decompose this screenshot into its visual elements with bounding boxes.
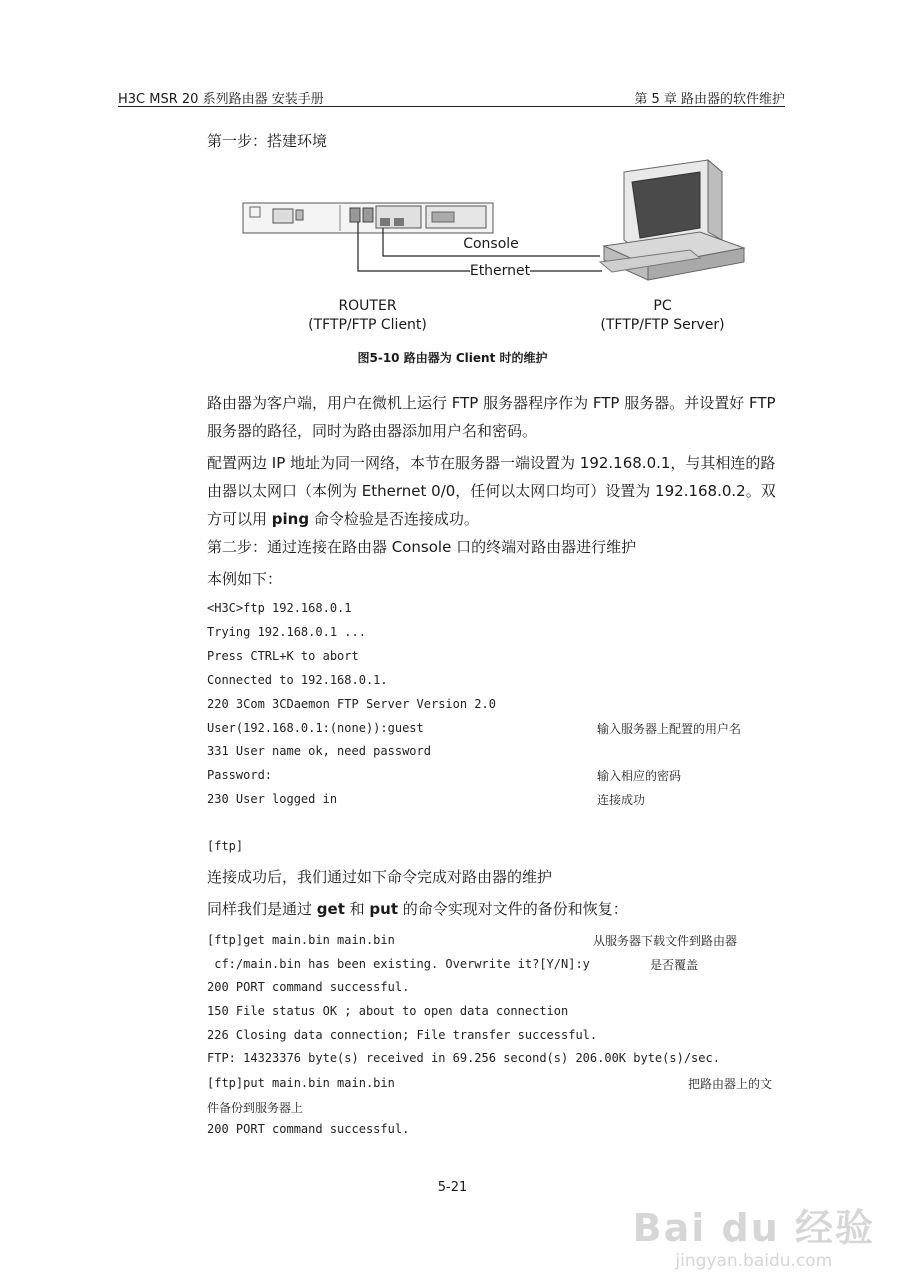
- ping-command: ping: [271, 510, 310, 528]
- console-line: <H3C>ftp 192.168.0.1: [207, 601, 352, 615]
- console-line: Password:: [207, 768, 273, 782]
- step1-heading: 第一步：搭建环境: [207, 132, 328, 150]
- baidu-watermark: [633, 1206, 875, 1272]
- console-label: Console: [463, 236, 519, 252]
- console-line: 331 User name ok, need password: [207, 744, 431, 758]
- console-line: 226 Closing data connection; File transfer successful.: [207, 1028, 598, 1042]
- paragraph-1-text: 路由器为客户端，用户在微机上运行 FTP 服务器程序作为 FTP 服务器。并设置好 FTP 服务器的路径，同时为路由器添加用户名和密码。: [207, 394, 776, 440]
- paragraph-2-b: 命令检验是否连接成功。: [309, 510, 479, 528]
- example-intro: 本例如下：: [207, 570, 283, 588]
- paragraph-2-text: [207, 449, 787, 533]
- network-diagram: [0, 0, 905, 360]
- console-line: [ftp]put main.bin main.bin: [207, 1076, 395, 1090]
- put-command: put: [369, 900, 399, 918]
- after-text-2: [207, 898, 628, 919]
- watermark-brand: Bai du 经验: [632, 1206, 875, 1250]
- console-line: [ftp]: [207, 839, 244, 853]
- router-label: ROUTER: [338, 298, 397, 314]
- console-line: FTP: 14323376 byte(s) received in 69.256 second(s) 206.00K byte(s)/sec.: [207, 1051, 720, 1065]
- header-title: H3C MSR 20 系列路由器 安装手册: [118, 92, 324, 107]
- paragraph-1: [207, 389, 787, 445]
- get-command: get: [316, 900, 345, 918]
- ethernet-label: Ethernet: [469, 263, 531, 279]
- console-line: 220 3Com 3CDaemon FTP Server Version 2.0: [207, 697, 496, 711]
- after-text-2-a: 同样我们是通过: [207, 900, 317, 918]
- page-number: 5-21: [437, 1180, 468, 1195]
- after-text-2-mid: 和: [344, 900, 370, 918]
- diagram-graphics: [0, 0, 905, 360]
- console-line: 150 File status OK ; about to open data connection: [207, 1004, 569, 1018]
- step2-heading: 第二步：通过连接在路由器 Console 口的终端对路由器进行维护: [207, 538, 637, 556]
- paragraph-2: [207, 449, 787, 533]
- console-line: User(192.168.0.1:(none)):guest: [207, 721, 424, 735]
- note-overwrite: 是否覆盖: [650, 958, 699, 972]
- console-line: Connected to 192.168.0.1.: [207, 673, 388, 687]
- note-backup-b: 件备份到服务器上: [207, 1101, 304, 1115]
- pc-role: (TFTP/FTP Server): [600, 317, 725, 333]
- watermark-url: jingyan.baidu.com: [675, 1251, 833, 1271]
- after-text-2-b: 的命令实现对文件的备份和恢复：: [398, 900, 628, 918]
- console-line: 200 PORT command successful.: [207, 1122, 410, 1136]
- figure-caption: 图5-10 路由器为 Client 时的维护: [357, 351, 548, 365]
- note-user: 输入服务器上配置的用户名: [597, 722, 742, 736]
- console-line: 200 PORT command successful.: [207, 980, 410, 994]
- note-download: 从服务器下载文件到路由器: [593, 934, 738, 948]
- note-backup-a: 把路由器上的文: [688, 1077, 773, 1091]
- pc-icon: [600, 160, 744, 280]
- console-line: 230 User logged in: [207, 792, 338, 806]
- note-success: 连接成功: [597, 793, 646, 807]
- console-line: [ftp]get main.bin main.bin: [207, 933, 395, 947]
- paragraph-2-a: 配置两边 IP 地址为同一网络，本节在服务器一端设置为 192.168.0.1，与其相连的路由器以太网口（本例为 Ethernet 0/0，任何以太网口均可）设置为 192.168.0.2。双方可以用: [207, 454, 776, 528]
- console-line: Trying 192.168.0.1 ...: [207, 625, 366, 639]
- console-line: cf:/main.bin has been existing. Overwrite it?[Y/N]:y: [207, 957, 590, 971]
- router-role: (TFTP/FTP Client): [308, 317, 427, 333]
- note-password: 输入相应的密码: [597, 769, 682, 783]
- header-chapter: 第 5 章 路由器的软件维护: [634, 92, 785, 107]
- after-text-1: 连接成功后，我们通过如下命令完成对路由器的维护: [207, 868, 553, 886]
- router-icon: [243, 203, 493, 233]
- console-line: Press CTRL+K to abort: [207, 649, 359, 663]
- pc-label: PC: [653, 298, 672, 314]
